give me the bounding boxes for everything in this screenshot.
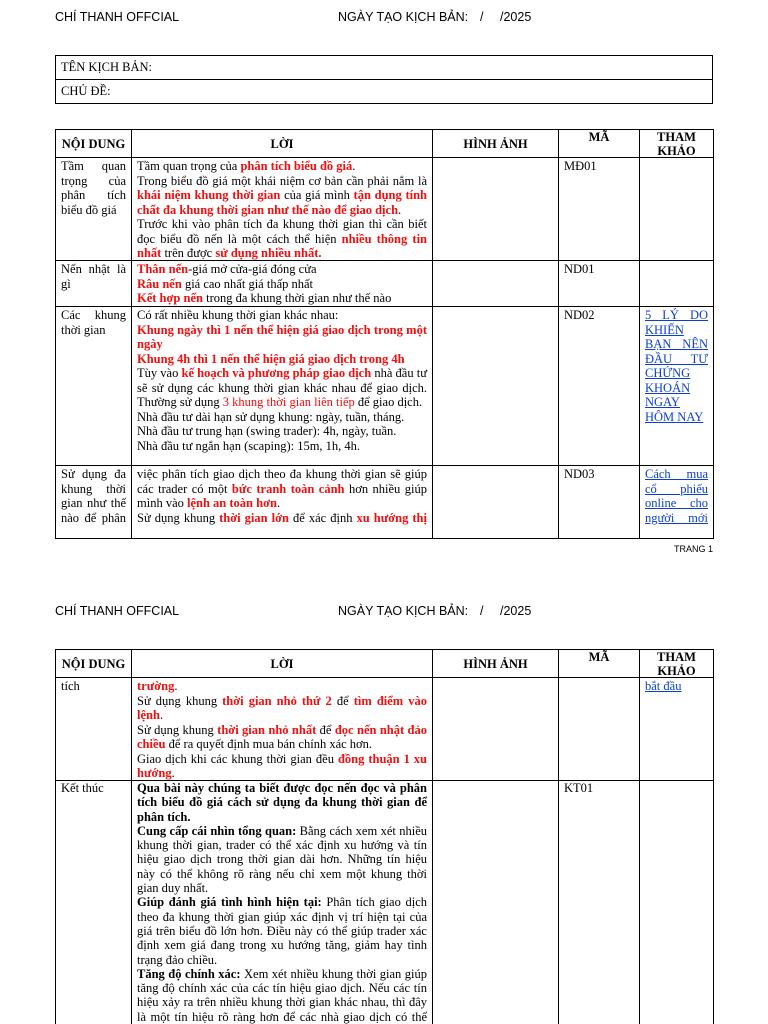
script-run: Khung 4h thì 1 nến thể hiện giá giao dịch trong 4h: [137, 351, 405, 366]
col-header-content-label: NỘI DUNG: [61, 136, 126, 151]
creation-date-label: NGÀY TẠO KỊCH BẢN:: [338, 10, 469, 24]
script-run: khái niệm khung thời gian: [137, 188, 281, 202]
script-run: nhà đầu tư sẽ sử dụng các khung thời gian khác nhau để giao dịch. Thường sử dụng: [137, 366, 427, 409]
page-number: TRANG 1: [673, 544, 713, 554]
script-text: [132, 158, 432, 260]
script-run: đọc nến nhật đảo chiều: [137, 722, 427, 751]
script-paragraph: [137, 439, 427, 454]
reference-cell: [640, 678, 714, 781]
table-row: [56, 466, 714, 539]
content-cell: [56, 466, 132, 539]
script-paragraph: [137, 366, 427, 410]
script-paragraph: [137, 308, 427, 323]
script-run: .: [174, 679, 178, 693]
image-cell: [433, 466, 559, 539]
script-run: thời gian nhỏ thứ 2: [222, 693, 332, 708]
script-paragraph: [137, 967, 427, 1024]
script-run: Khung ngày thì 1 nến thể hiện giá giao dịch trong một ngày: [137, 322, 427, 351]
script-paragraph: [137, 291, 427, 306]
script-run: hơn nhiều giúp mình vào: [137, 481, 428, 510]
reference-cell: [640, 158, 714, 261]
script-paragraph: [137, 511, 427, 526]
creation-date-label: NGÀY TẠO KỊCH BẢN:: [338, 604, 469, 618]
content-cell: [56, 307, 132, 466]
reference-cell: [640, 307, 714, 466]
script-run: Thân nến: [137, 262, 189, 276]
script-run: của giá mình: [280, 188, 354, 202]
code-cell: [559, 678, 640, 781]
section-title: Sử dụng đa khung thời gian như thế nào để phân: [61, 467, 126, 525]
creation-date-separator: /: [480, 604, 484, 618]
script-run: .: [352, 159, 356, 173]
reference-link[interactable]: Cách mua cổ phiếu online cho người mới: [645, 467, 708, 525]
script-run: Bằng cách xem xét nhiều khung thời gian, trader có thể xác định xu hướng và tín hiệu giao dịch trong thời gian dài hơn. Những tín hiệu này có thể không rõ ràng nếu chỉ xem một khung thời gian duy nhất.: [137, 823, 427, 896]
col-header-reference: [640, 650, 714, 678]
col-header-script: [132, 130, 433, 158]
script-run: Cung cấp cái nhìn tổng quan:: [137, 823, 297, 838]
script-run: 3 khung thời gian liên tiếp: [222, 395, 355, 409]
script-run: Giúp đánh giá tình hình hiện tại:: [137, 895, 322, 910]
scene-code: MĐ01: [564, 159, 597, 173]
reference-block: [640, 158, 713, 260]
image-placeholder: [433, 261, 558, 306]
image-cell: [433, 158, 559, 261]
script-run: tận dụng tính chất đa khung thời gian như thế nào để giao dịch: [137, 188, 427, 217]
image-cell: [433, 678, 559, 781]
script-paragraph: [137, 323, 427, 352]
col-header-code-label: MÃ: [588, 130, 610, 144]
reference-block: [640, 466, 713, 538]
reference-block: [640, 678, 713, 780]
image-placeholder: [433, 307, 558, 465]
col-header-reference-label: THAM KHẢO: [657, 650, 696, 677]
script-paragraph: [137, 217, 427, 260]
script-run: sử dụng nhiều nhất.: [215, 246, 322, 260]
script-run: Xem xét nhiều khung thời gian giúp tăng độ chính xác của các tín hiệu giao dịch. Nếu các tín hiệu xảy ra trên nhiều khung thời gian khác nhau, thì đây là một tín hiệu rõ ràng hơn để các nhà giao dịch có thể: [137, 966, 427, 1024]
script-cell: [132, 781, 433, 1024]
script-paragraph: [137, 824, 427, 895]
col-header-script-label: LỜI: [270, 136, 294, 151]
section-title: Tầm quan trọng của phân tích biểu đồ giá: [61, 159, 126, 217]
table-header-row: [56, 130, 714, 158]
script-run: Giao dịch khi các khung thời gian đều: [137, 751, 338, 766]
script-cell: [132, 678, 433, 781]
script-text: [132, 261, 432, 306]
script-paragraph: [137, 424, 427, 439]
reference-link[interactable]: bắt đầu: [645, 679, 682, 693]
code-cell: [559, 466, 640, 539]
script-paragraph: [137, 262, 427, 277]
col-header-script: [132, 650, 433, 678]
script-run: .: [276, 496, 281, 510]
table-head: [56, 650, 714, 678]
script-table-page-2: [55, 649, 714, 1024]
table-row: [56, 678, 714, 781]
script-run: để: [316, 722, 335, 737]
table-body: [56, 158, 714, 539]
script-paragraph: [137, 277, 427, 292]
script-run: để: [331, 693, 354, 708]
col-header-image: [433, 650, 559, 678]
script-run: .: [398, 202, 402, 217]
script-cell: [132, 466, 433, 539]
script-run: Nhà đầu tư dài hạn sử dụng khung: ngày, tuần, tháng.: [137, 409, 405, 424]
col-header-code: [559, 130, 640, 158]
script-text: [132, 307, 432, 465]
code-cell: [559, 158, 640, 261]
script-paragraph: [137, 352, 427, 367]
code-cell: [559, 261, 640, 307]
script-run: xu hướng thị: [356, 510, 427, 525]
script-run: nhiều thông tin nhất: [137, 231, 427, 260]
table-head: [56, 130, 714, 158]
reference-cell: [640, 261, 714, 307]
col-header-image-label: HÌNH ẢNH: [463, 136, 528, 151]
script-paragraph: [137, 723, 427, 752]
script-run: để giao dịch.: [354, 395, 423, 409]
script-text: [132, 678, 432, 780]
creation-date-separator: /: [480, 10, 484, 24]
script-paragraph: [137, 895, 427, 966]
script-paragraph: [137, 467, 427, 511]
col-header-code: [559, 650, 640, 678]
image-cell: [433, 781, 559, 1024]
scene-code: KT01: [564, 781, 594, 795]
script-run: Nhà đầu tư ngắn hạn (scaping): 15m, 1h, 4h.: [137, 438, 361, 453]
script-cell: [132, 158, 433, 261]
script-run: .: [159, 708, 164, 722]
script-run: Trước khi vào phân tích đa khung thời gian thì cần biết đọc biểu đồ nến là một cách thể hiện: [137, 217, 427, 246]
scene-code: ND02: [564, 308, 595, 322]
code-cell: [559, 307, 640, 466]
content-cell: [56, 678, 132, 781]
scene-code: ND03: [564, 467, 595, 481]
script-run: việc phân tích giao dịch theo đa khung thời gian sẽ giúp các trader có một: [137, 467, 427, 496]
script-text: [132, 781, 432, 1024]
col-header-content-label: NỘI DUNG: [61, 656, 126, 671]
script-run: trên được: [161, 246, 216, 260]
script-paragraph: [137, 159, 427, 174]
reference-cell: [640, 781, 714, 1024]
script-run: để xác định: [288, 510, 357, 525]
script-info-box: [55, 55, 713, 104]
reference-cell: [640, 466, 714, 539]
script-run: -giá mở cửa-giá đóng cửa: [188, 262, 317, 276]
col-header-reference-label: THAM KHẢO: [657, 130, 696, 157]
script-paragraph: [137, 174, 427, 218]
creation-date-year: /2025: [500, 604, 532, 618]
table-header-row: [56, 650, 714, 678]
script-run: Nhà đầu tư trung hạn (swing trader): 4h, ngày, tuần.: [137, 424, 397, 438]
script-run: Tùy vào: [137, 366, 182, 380]
image-cell: [433, 307, 559, 466]
script-paragraph: [137, 410, 427, 425]
script-paragraph: [137, 679, 427, 694]
col-header-reference: [640, 130, 714, 158]
col-header-code-label: MÃ: [588, 650, 610, 664]
code-cell: [559, 781, 640, 1024]
script-run: trong đa khung thời gian như thế nào: [202, 291, 392, 305]
image-placeholder: [433, 466, 558, 538]
script-run: Có rất nhiều khung thời gian khác nhau:: [137, 308, 339, 322]
script-run: Sử dụng khung: [137, 510, 220, 525]
table-row: [56, 781, 714, 1024]
section-title: tích: [61, 679, 80, 693]
scene-code: [559, 678, 639, 780]
script-run: .: [171, 766, 175, 780]
reference-block: [640, 781, 713, 1024]
script-paragraph: [137, 752, 427, 781]
creation-date-year: /2025: [500, 10, 532, 24]
script-run: phân tích biểu đồ giá: [240, 159, 353, 173]
script-paragraph: [137, 781, 427, 824]
table-body: [56, 678, 714, 1024]
script-name-label: TÊN KỊCH BẢN:: [61, 60, 152, 74]
image-placeholder: [433, 781, 558, 1024]
script-run: Râu nến: [137, 276, 182, 291]
image-cell: [433, 261, 559, 307]
reference-block: [640, 261, 713, 306]
script-cell: [132, 261, 433, 307]
brand-name: CHÍ THANH OFFCIAL: [55, 10, 180, 24]
script-text: [132, 466, 432, 538]
content-cell: [56, 261, 132, 307]
script-run: Tăng độ chính xác:: [137, 966, 241, 981]
topic-label: CHỦ ĐỀ:: [56, 79, 712, 103]
script-run: trường: [137, 679, 175, 693]
script-run: đồng thuận 1 xu hướng: [137, 751, 428, 780]
script-run: kế hoạch và phương pháp giao dịch: [181, 366, 372, 380]
script-cell: [132, 307, 433, 466]
script-run: giá cao nhất giá thấp nhất: [181, 276, 314, 291]
scene-code: ND01: [564, 262, 595, 276]
col-header-image-label: HÌNH ẢNH: [463, 656, 528, 671]
image-placeholder: [433, 678, 558, 780]
content-cell: [56, 158, 132, 261]
script-run: Sử dụng khung: [137, 722, 218, 737]
script-run: thời gian nhỏ nhất: [217, 722, 317, 737]
script-run: Kết hợp nến: [137, 291, 203, 305]
table-row: [56, 307, 714, 466]
script-run: để ra quyết định mua bán chính xác hơn.: [165, 737, 373, 751]
col-header-content: [56, 650, 132, 678]
table-row: [56, 261, 714, 307]
brand-name: CHÍ THANH OFFCIAL: [55, 604, 180, 618]
script-run: Sử dụng khung: [137, 693, 223, 708]
script-run: thời gian lớn: [219, 510, 289, 525]
script-table-page-1: [55, 129, 714, 539]
script-run: Trong biểu đồ giá một khái niệm cơ bản cần phải nắm là: [137, 173, 427, 188]
image-placeholder: [433, 158, 558, 260]
script-run: bức tranh toàn cảnh: [231, 481, 345, 496]
section-title: Kết thúc: [61, 781, 104, 795]
col-header-image: [433, 130, 559, 158]
col-header-script-label: LỜI: [270, 656, 294, 671]
col-header-content: [56, 130, 132, 158]
script-run: Tầm quan trọng của: [137, 159, 241, 173]
reference-link[interactable]: 5 LÝ DO KHIẾN BẠN NÊN ĐẦU TƯ CHỨNG KHOÁN NGAY HÔM NAY: [645, 308, 708, 424]
script-paragraph: [137, 694, 427, 723]
script-run: lệnh an toàn hơn: [187, 496, 277, 510]
table-row: [56, 158, 714, 261]
section-title: Các khung thời gian: [61, 308, 126, 337]
script-run: tìm điểm vào lệnh: [137, 693, 428, 722]
script-run: Phân tích giao dịch theo đa khung thời gian giúp xác định vị trí hiện tại của giá trên biểu đồ lớn hơn. Điều này có thể giúp trader xác định xem giá đang trong xu hướng tăng, giảm hay tình trạng đảo chiều.: [137, 895, 427, 967]
section-title: Nến nhật là gì: [61, 262, 126, 291]
reference-block: [640, 307, 713, 465]
script-run: Qua bài này chúng ta biết được đọc nến đọc và phân tích biểu đồ giá cách sử dụng đa khung thời gian để phân tích.: [137, 781, 427, 824]
content-cell: [56, 781, 132, 1024]
